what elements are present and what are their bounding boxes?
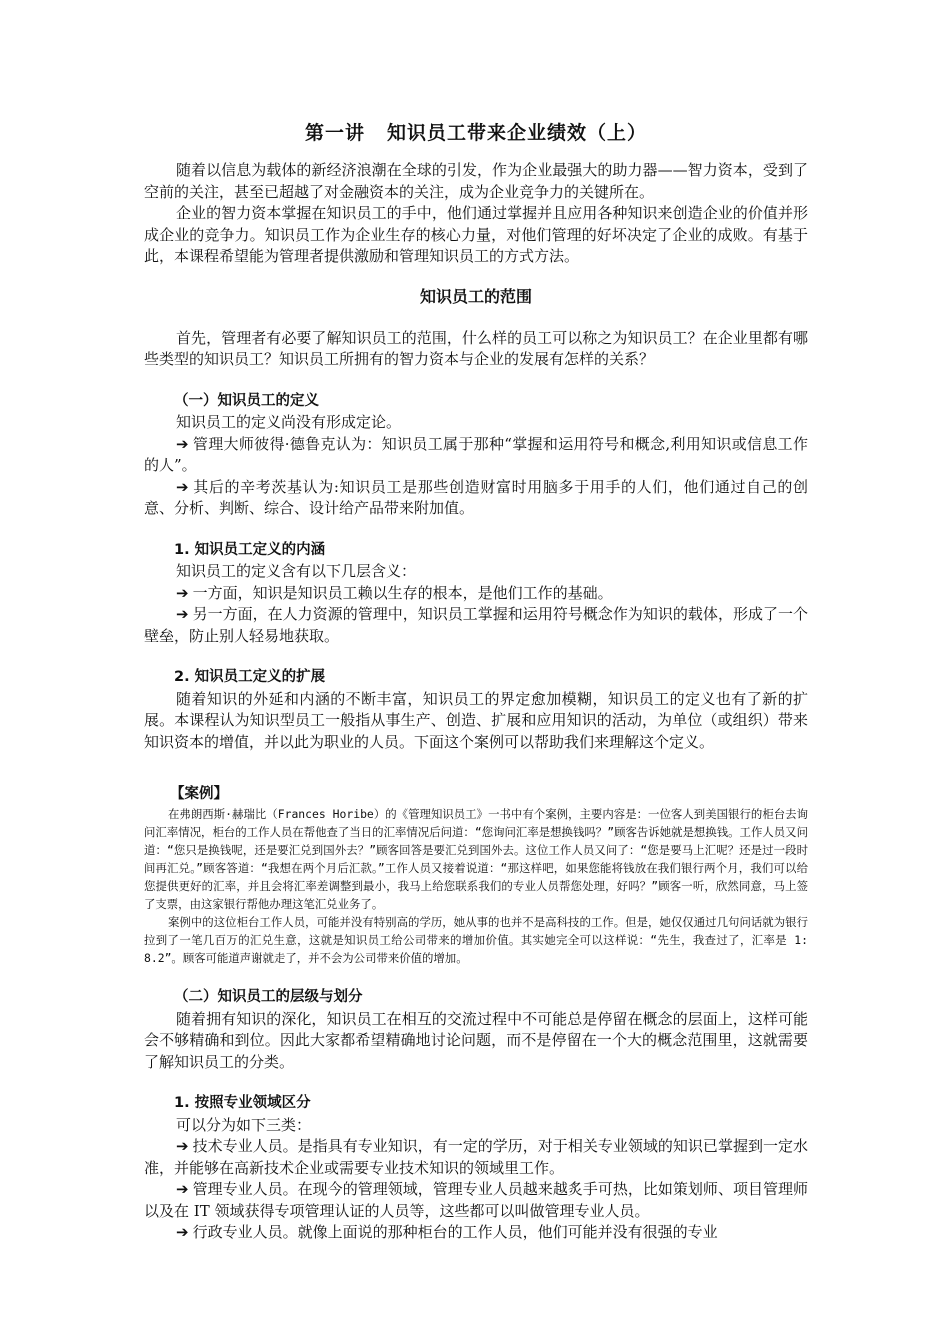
case-title: 【案例】 xyxy=(170,786,228,802)
intro-paragraph-1: 随着以信息为载体的新经济浪潮在全球的引发，作为企业最强大的助力器——智力资本，受到了空前的关注，甚至已超越了对金融资本的关注，成为企业竞争力的关键所在。 xyxy=(144,161,808,201)
part1-bullet-1: ➔ 管理大师彼得·德鲁克认为：知识员工属于那种“掌握和运用符号和概念,利用知识或信息工作的人”。 xyxy=(144,434,808,474)
sub1-bullet-2: ➔ 另一方面，在人力资源的管理中，知识员工掌握和运用符号概念作为知识的载体，形成了一个壁垒，防止别人轻易地获取。 xyxy=(144,605,808,645)
arrow-icon: ➔ xyxy=(176,1180,189,1198)
part1-bullet-2: ➔ 其后的辛考茨基认为:知识员工是那些创造财富时用脑多于用手的人们，他们通过自己的创意、分析、判断、综合、设计给产品带来附加值。 xyxy=(144,477,808,517)
case-paragraph-2: 案例中的这位柜台工作人员，可能并没有特别高的学历，她从事的也并不是高科技的工作。但是，她仅仅通过几句问话就为银行拉到了一笔几百万的汇兑生意，这就是知识员工给公司带来的增加价值。其实她完全可以这样说：“先生，我查过了，汇率是 1: 8.2”。顾客可能道声谢就走了，并不会为公司带来价值的增加。 xyxy=(144,915,808,965)
arrow-icon: ➔ xyxy=(176,1137,189,1155)
section-heading: 知识员工的范围 xyxy=(419,286,532,306)
arrow-icon: ➔ xyxy=(176,583,189,602)
sub3-bullet-2: ➔ 管理专业人员。在现今的管理领域，管理专业人员越来越炙手可热，比如策划师、项目管理师以及在 IT 领域获得专项管理认证的人员等，这些都可以叫做管理专业人员。 xyxy=(144,1180,808,1220)
arrow-icon: ➔ xyxy=(176,477,189,496)
sub3-bullet-3: ➔ 行政专业人员。就像上面说的那种柜台的工作人员，他们可能并没有很强的专业 xyxy=(176,1223,718,1241)
sub1-bullet-1: ➔ 一方面，知识是知识员工赖以生存的根本，是他们工作的基础。 xyxy=(176,583,613,602)
sub3-lead: 可以分为如下三类： xyxy=(176,1115,312,1134)
part1-lead: 知识员工的定义尚没有形成定论。 xyxy=(176,413,402,431)
case-box xyxy=(144,783,808,967)
sub3-bullet-1: ➔ 技术专业人员。是指具有专业知识，有一定的学历，对于相关专业领域的知识已掌握到一定水准，并能够在高新技术企业或需要专业技术知识的领域里工作。 xyxy=(144,1137,808,1177)
document-page xyxy=(144,118,808,1244)
page-title: 第一讲 知识员工带来企业绩效（上） xyxy=(304,122,648,144)
arrow-icon: ➔ xyxy=(176,605,189,623)
section-intro: 首先，管理者有必要了解知识员工的范围，什么样的员工可以称之为知识员工？在企业里都有哪些类型的知识员工？知识员工所拥有的智力资本与企业的发展有怎样的关系？ xyxy=(144,328,808,368)
sub2-body: 随着知识的外延和内涵的不断丰富，知识员工的界定愈加模糊，知识员工的定义也有了新的扩展。本课程认为知识型员工一般指从事生产、创造、扩展和应用知识的活动，为单位（或组织）带来知识资本的增值，并以此为职业的人员。下面这个案例可以帮助我们来理解这个定义。 xyxy=(144,689,808,751)
sub2-heading: 2. 知识员工定义的扩展 xyxy=(174,669,326,685)
sub3-heading: 1. 按照专业领域区分 xyxy=(174,1095,311,1111)
sub1-lead: 知识员工的定义含有以下几层含义： xyxy=(176,562,417,580)
case-paragraph-1: 在弗朗西斯·赫瑞比（Frances Horibe）的《管理知识员工》一书中有个案例，主要内容是：一位客人到美国银行的柜台去询问汇率情况，柜台的工作人员在帮他查了当日的汇率情况后问道：“您询问汇率是想换钱吗？”顾客告诉她就是想换钱。工作人员又问道：“您只是换钱呢，还是要汇兑到国外去？”顾客回答是要汇兑到国外去。这位工作人员又问了：“您是要马上汇呢？还是过一段时间再汇兑。”顾客答道：“我想在两个月后汇款。”工作人员又接着说道：“那这样吧，如果您能将钱放在我们银行两个月，我们可以给您提供更好的汇率，并且会将汇率差调整到最小，我马上给您联系我们的专业人员帮您处理，好吗？”顾客一听，欣然同意，马上签了支票，由这家银行帮他办理这笔汇兑业务了。 xyxy=(144,807,808,911)
part2-body: 随着拥有知识的深化，知识员工在相互的交流过程中不可能总是停留在概念的层面上，这样可能会不够精确和到位。因此大家都希望精确地讨论问题，而不是停留在一个大的概念范围里，这就需要了解知识员工的分类。 xyxy=(144,1009,808,1071)
part1-heading: （一）知识员工的定义 xyxy=(174,392,319,409)
arrow-icon: ➔ xyxy=(176,434,189,453)
intro-paragraph-2: 企业的智力资本掌握在知识员工的手中，他们通过掌握并且应用各种知识来创造企业的价值并形成企业的竞争力。知识员工作为企业生存的核心力量，对他们管理的好坏决定了企业的成败。有基于此，本课程希望能为管理者提供激励和管理知识员工的方式方法。 xyxy=(144,204,808,265)
arrow-icon: ➔ xyxy=(176,1223,189,1241)
sub1-heading: 1. 知识员工定义的内涵 xyxy=(174,541,326,558)
part2-heading: （二）知识员工的层级与划分 xyxy=(174,989,363,1005)
